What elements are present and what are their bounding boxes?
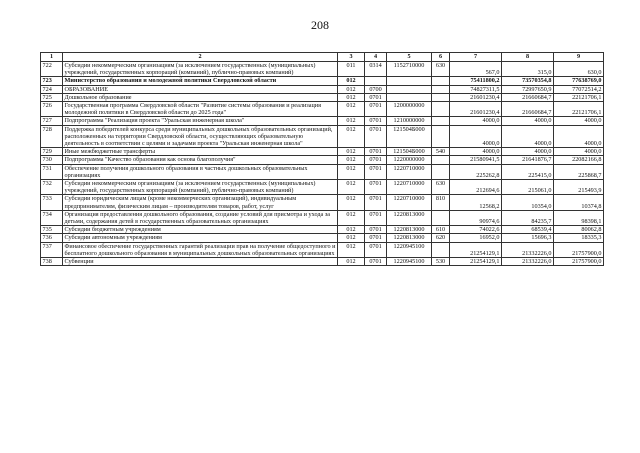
row-code-type: 530 [432,258,450,266]
row-value-year1: 74827311,5 [450,85,502,93]
row-value-year2: 4000,0 [502,148,554,156]
row-code-admin: 012 [338,93,365,101]
table-row [41,156,604,164]
row-code-target: 1152710000 [387,62,432,77]
table-row [41,125,604,148]
row-number: 722 [41,62,63,77]
row-code-type: 630 [432,62,450,77]
row-code-target: 121504Б000 [387,148,432,156]
column-header: 5 [387,53,432,62]
row-value-year3: 22121706,1 [554,102,604,117]
row-value-year1: 567,0 [450,62,502,77]
row-number: 728 [41,125,63,148]
table-row [41,164,604,179]
row-value-year3: 10374,8 [554,195,604,210]
row-value-year2: 72997650,9 [502,85,554,93]
row-name: Субсидии некоммерческим организациям (за исключением государственных (муниципальных) учреждений, государственных корпораций (компаний), публично-правовых компаний) [63,180,338,195]
table-row [41,210,604,225]
row-value-year2: 21660684,7 [502,93,554,101]
row-code-admin: 012 [338,210,365,225]
row-value-year3: 4000,0 [554,125,604,148]
row-code-target [387,77,432,85]
row-value-year2: 73570354,8 [502,77,554,85]
row-code-target: 1210000000 [387,117,432,125]
table-body [41,53,604,266]
row-number: 733 [41,195,63,210]
row-code-section: 0701 [365,148,387,156]
row-number: 734 [41,210,63,225]
row-number: 724 [41,85,63,93]
row-value-year1: 12568,2 [450,195,502,210]
row-code-admin: 012 [338,164,365,179]
row-value-year3: 215493,9 [554,180,604,195]
row-value-year2: 4000,0 [502,117,554,125]
row-code-section: 0701 [365,258,387,266]
column-header: 6 [432,53,450,62]
column-header: 3 [338,53,365,62]
row-value-year3: 98398,1 [554,210,604,225]
row-value-year3: 18335,3 [554,234,604,242]
table-row [41,62,604,77]
row-code-admin: 012 [338,117,365,125]
row-code-admin: 011 [338,62,365,77]
row-value-year2: 21332226,0 [502,242,554,257]
row-number: 729 [41,148,63,156]
row-number: 727 [41,117,63,125]
row-name: Подпрограмма "Реализация проекта "Уральская инженерная школа" [63,117,338,125]
row-value-year3: 77072514,2 [554,85,604,93]
row-value-year3: 630,0 [554,62,604,77]
row-code-type [432,164,450,179]
row-name: ОБРАЗОВАНИЕ [63,85,338,93]
row-value-year1: 225262,8 [450,164,502,179]
row-code-section: 0701 [365,242,387,257]
row-code-section: 0314 [365,62,387,77]
row-name: Дошкольное образование [63,93,338,101]
row-code-target: 1200000000 [387,102,432,117]
row-code-target: 1220813000 [387,234,432,242]
row-code-admin: 012 [338,125,365,148]
column-header: 9 [554,53,604,62]
row-value-year3: 77638769,0 [554,77,604,85]
table-row [41,258,604,266]
row-code-admin: 012 [338,195,365,210]
row-value-year2: 21660684,7 [502,102,554,117]
row-code-target: 1220945100 [387,242,432,257]
row-code-target: 1220813000 [387,210,432,225]
table-row [41,77,604,85]
row-name: Иные межбюджетные трансферты [63,148,338,156]
row-value-year1: 74022,6 [450,226,502,234]
row-code-type: 630 [432,180,450,195]
row-name: Субсидии автономным учреждениям [63,234,338,242]
row-code-target [387,85,432,93]
row-code-target: 1220710000 [387,195,432,210]
table-row [41,180,604,195]
table-row [41,195,604,210]
row-code-target: 1220813000 [387,226,432,234]
row-code-admin: 012 [338,148,365,156]
row-value-year3: 22082166,8 [554,156,604,164]
row-value-year1: 21254129,1 [450,242,502,257]
row-number: 730 [41,156,63,164]
row-value-year2: 21641876,7 [502,156,554,164]
column-header-row [41,53,604,62]
row-code-section: 0701 [365,156,387,164]
column-header: 4 [365,53,387,62]
row-code-type [432,125,450,148]
row-name: Подпрограмма "Качество образования как основа благополучия" [63,156,338,164]
row-code-type: 810 [432,195,450,210]
row-code-type [432,93,450,101]
row-value-year1: 4000,0 [450,117,502,125]
row-code-type [432,102,450,117]
row-value-year1: 90974,6 [450,210,502,225]
row-code-target: 1220710000 [387,164,432,179]
row-code-type: 610 [432,226,450,234]
row-code-type: 540 [432,148,450,156]
row-name: Обеспечение получения дошкольного образования в частных дошкольных образовательных организациях [63,164,338,179]
row-name: Государственная программа Свердловской области "Развитие системы образования и реализация молодежной политики в Свердловской области до 2025 года" [63,102,338,117]
row-value-year1: 212694,6 [450,180,502,195]
row-value-year1: 75411800,2 [450,77,502,85]
row-value-year1: 4000,0 [450,125,502,148]
table-row [41,234,604,242]
row-code-type [432,210,450,225]
column-header: 1 [41,53,63,62]
page-number: 208 [311,18,329,32]
row-code-type: 620 [432,234,450,242]
row-number: 735 [41,226,63,234]
row-code-section: 0701 [365,226,387,234]
row-code-type [432,117,450,125]
row-code-type [432,77,450,85]
row-code-section: 0700 [365,85,387,93]
table-row [41,148,604,156]
row-value-year1: 21580941,5 [450,156,502,164]
table-row [41,242,604,257]
row-name: Субсидии бюджетным учреждениям [63,226,338,234]
row-code-section: 0701 [365,234,387,242]
row-code-target: 121504Б000 [387,125,432,148]
row-value-year2: 21332226,0 [502,258,554,266]
row-value-year1: 21601230,4 [450,102,502,117]
row-name: Поддержка победителей конкурса среди муниципальных дошкольных образовательных организаций, расположенных на территории Свердловской области, осуществляющих образовательную деятельность в соответствии с целями и задачами проекта "Уральская инженерная школа" [63,125,338,148]
row-code-section [365,77,387,85]
row-value-year2: 4000,0 [502,125,554,148]
row-code-section: 0701 [365,210,387,225]
row-code-section: 0701 [365,117,387,125]
row-name: Организация предоставления дошкольного образования, создание условий для присмотра и ухода за детьми, содержания детей в государственных образовательных организациях [63,210,338,225]
row-number: 736 [41,234,63,242]
row-number: 738 [41,258,63,266]
row-number: 732 [41,180,63,195]
row-code-type [432,156,450,164]
table-row [41,226,604,234]
row-value-year1: 21254129,1 [450,258,502,266]
row-code-admin: 012 [338,85,365,93]
row-value-year1: 16952,0 [450,234,502,242]
row-number: 723 [41,77,63,85]
row-name: Финансовое обеспечение государственных гарантий реализации прав на получение общедоступного и бесплатного дошкольного образования в муниципальных дошкольных образовательных организациях [63,242,338,257]
row-name: Министерство образования и молодежной политики Свердловской области [63,77,338,85]
row-value-year3: 4000,0 [554,117,604,125]
row-name: Субсидии юридическим лицам (кроме некоммерческих организаций), индивидуальным предпринимателям, физическим лицам – производителям товаров, работ, услуг [63,195,338,210]
row-number: 725 [41,93,63,101]
row-value-year2: 225415,0 [502,164,554,179]
row-code-section: 0701 [365,93,387,101]
row-code-target: 1220710000 [387,180,432,195]
table-row [41,85,604,93]
row-code-target: 1220945100 [387,258,432,266]
table-row [41,102,604,117]
row-value-year2: 15696,3 [502,234,554,242]
row-value-year3: 4000,0 [554,148,604,156]
row-code-section: 0701 [365,195,387,210]
row-name: Субсидии некоммерческим организациям (за исключением государственных (муниципальных) учреждений, государственных корпораций (компаний), публично-правовых компаний) [63,62,338,77]
row-value-year3: 22121706,1 [554,93,604,101]
table-row [41,117,604,125]
row-number: 731 [41,164,63,179]
row-code-section: 0701 [365,180,387,195]
row-value-year2: 315,0 [502,62,554,77]
table-row [41,93,604,101]
column-header: 7 [450,53,502,62]
row-value-year3: 21757900,0 [554,258,604,266]
row-value-year3: 21757900,0 [554,242,604,257]
row-code-admin: 012 [338,234,365,242]
row-code-admin: 012 [338,156,365,164]
column-header: 2 [63,53,338,62]
row-value-year2: 10354,0 [502,195,554,210]
row-code-type [432,242,450,257]
row-code-section: 0701 [365,102,387,117]
row-code-section: 0701 [365,125,387,148]
row-value-year1: 21601230,4 [450,93,502,101]
row-code-admin: 012 [338,242,365,257]
budget-table [40,52,604,266]
row-code-section: 0701 [365,164,387,179]
row-number: 737 [41,242,63,257]
row-code-admin: 012 [338,258,365,266]
row-code-type [432,85,450,93]
row-value-year2: 84235,7 [502,210,554,225]
row-code-admin: 012 [338,77,365,85]
row-value-year2: 215061,0 [502,180,554,195]
row-name: Субвенции [63,258,338,266]
row-code-admin: 012 [338,102,365,117]
row-number: 726 [41,102,63,117]
row-code-target [387,93,432,101]
row-code-admin: 012 [338,180,365,195]
row-value-year2: 68539,4 [502,226,554,234]
row-value-year1: 4000,0 [450,148,502,156]
row-value-year3: 225868,7 [554,164,604,179]
row-code-admin: 012 [338,226,365,234]
column-header: 8 [502,53,554,62]
row-code-target: 1220000000 [387,156,432,164]
row-value-year3: 80062,8 [554,226,604,234]
